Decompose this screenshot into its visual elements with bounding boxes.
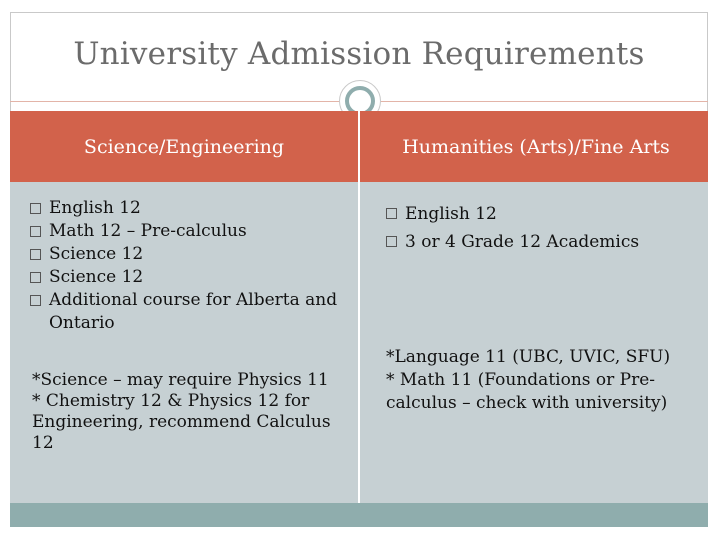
list-item-text: English 12 — [49, 198, 141, 218]
list-item — [384, 200, 704, 228]
list-item-text: Science 12 — [49, 244, 144, 264]
note-text: * Math 11 (Foundations or Pre-calculus – check with university) — [386, 370, 668, 413]
humanities-notes — [386, 346, 706, 415]
note-text: *Language 11 (UBC, UVIC, SFU) — [386, 347, 671, 367]
list-item-text: English 12 — [405, 204, 497, 224]
note-text: * Chemistry 12 & Physics 12 for Engineering, recommend Calculus 12 — [32, 391, 331, 453]
science-requirements — [28, 197, 348, 335]
header-science-engineering: Science/Engineering — [83, 135, 285, 158]
column-divider — [358, 111, 360, 503]
list-item — [28, 197, 348, 220]
page-title: University Admission Requirements — [73, 36, 645, 72]
checkbox-bullet-icon — [30, 249, 41, 260]
list-item-text: Additional course for Alberta and Ontario — [49, 290, 338, 333]
science-bullet-list — [28, 197, 348, 335]
list-item — [28, 266, 348, 289]
checkbox-bullet-icon — [30, 203, 41, 214]
science-notes — [32, 370, 352, 454]
list-item-text: 3 or 4 Grade 12 Academics — [405, 232, 640, 252]
list-item-text: Science 12 — [49, 267, 144, 287]
list-item — [28, 220, 348, 243]
checkbox-bullet-icon — [386, 208, 397, 219]
checkbox-bullet-icon — [30, 272, 41, 283]
humanities-requirements — [384, 200, 704, 256]
humanities-bullet-list — [384, 200, 704, 256]
checkbox-bullet-icon — [30, 226, 41, 237]
checkbox-bullet-icon — [30, 295, 41, 306]
footer-bar — [10, 503, 708, 527]
list-item — [384, 228, 704, 256]
checkbox-bullet-icon — [386, 236, 397, 247]
list-item — [28, 243, 348, 266]
note-text: *Science – may require Physics 11 — [32, 370, 329, 390]
list-item — [28, 289, 348, 335]
header-humanities-arts: Humanities (Arts)/Fine Arts — [402, 135, 670, 158]
list-item-text: Math 12 – Pre-calculus — [49, 221, 247, 241]
